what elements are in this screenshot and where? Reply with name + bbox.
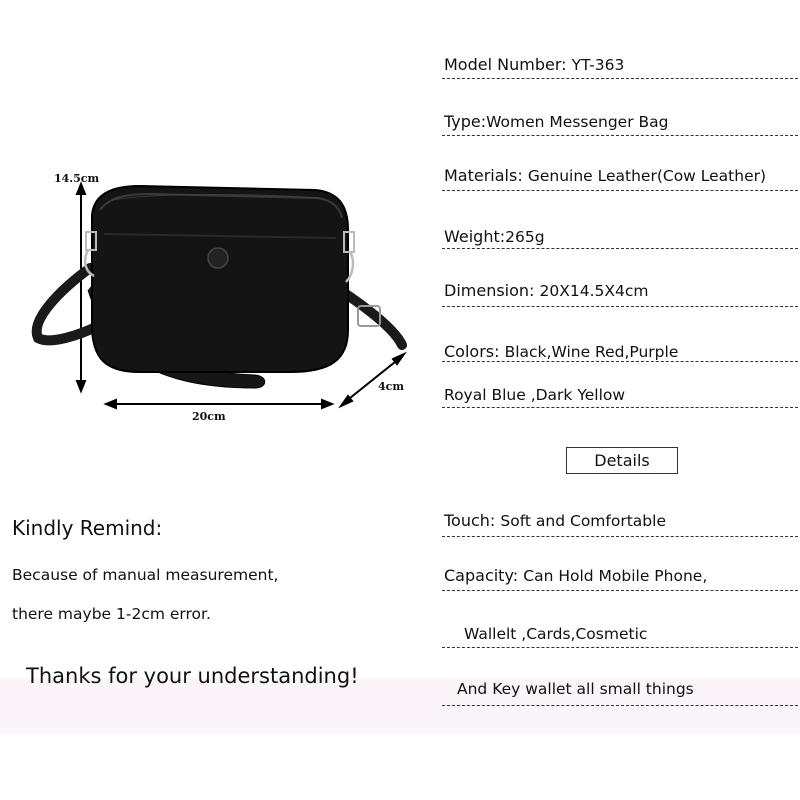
remind-line-1: Because of manual measurement, bbox=[12, 566, 279, 584]
detail-capacity-label: Capacity: bbox=[444, 566, 519, 585]
spec-colors bbox=[444, 342, 678, 362]
spec-type-value: Women Messenger Bag bbox=[486, 113, 669, 131]
details-button[interactable]: Details bbox=[566, 447, 678, 474]
divider bbox=[442, 407, 798, 408]
detail-capacity-value: Can Hold Mobile Phone, bbox=[523, 567, 708, 585]
divider bbox=[442, 647, 798, 648]
detail-touch-label: Touch: bbox=[444, 511, 496, 530]
spec-weight bbox=[444, 227, 545, 247]
spec-type-label: Type: bbox=[444, 112, 487, 131]
remind-line-2: there maybe 1-2cm error. bbox=[12, 605, 211, 623]
detail-capacity-value-2: Wallelt ,Cards,Cosmetic bbox=[464, 625, 648, 643]
snap-button bbox=[208, 248, 228, 268]
detail-capacity-continued-2 bbox=[457, 679, 694, 699]
spec-weight-label: Weight: bbox=[444, 227, 506, 246]
depth-dimension-label: 4cm bbox=[378, 380, 404, 393]
spec-model bbox=[444, 55, 624, 75]
spec-materials bbox=[444, 166, 766, 186]
shoulder-strap bbox=[37, 268, 100, 340]
divider bbox=[442, 306, 798, 307]
spec-dimension bbox=[444, 281, 649, 301]
spec-dimension-label: Dimension: bbox=[444, 281, 535, 300]
detail-capacity bbox=[444, 566, 707, 586]
spec-model-label: Model Number: bbox=[444, 55, 567, 74]
thanks-message: Thanks for your understanding! bbox=[26, 664, 359, 688]
spec-model-value: YT-363 bbox=[571, 56, 625, 74]
spec-colors-label: Colors: bbox=[444, 342, 500, 361]
divider bbox=[442, 361, 798, 362]
divider bbox=[442, 590, 798, 591]
height-dimension-label: 14.5cm bbox=[54, 172, 100, 185]
detail-capacity-value-3: And Key wallet all small things bbox=[457, 680, 694, 698]
divider bbox=[442, 248, 798, 249]
spec-colors-value: Black,Wine Red,Purple bbox=[504, 343, 679, 361]
width-dimension-label: 20cm bbox=[192, 410, 226, 423]
spec-weight-value: 265g bbox=[505, 228, 545, 246]
remind-title: Kindly Remind: bbox=[12, 516, 163, 540]
spec-dimension-value: 20X14.5X4cm bbox=[539, 282, 649, 300]
spec-materials-value: Genuine Leather(Cow Leather) bbox=[527, 167, 767, 185]
spec-colors-value-2: Royal Blue ,Dark Yellow bbox=[444, 386, 626, 404]
spec-materials-label: Materials: bbox=[444, 166, 523, 185]
divider bbox=[442, 135, 798, 136]
divider bbox=[442, 78, 798, 79]
detail-capacity-continued bbox=[464, 624, 647, 644]
spec-colors-continued bbox=[444, 385, 625, 405]
divider bbox=[442, 190, 798, 191]
spec-type bbox=[444, 112, 669, 132]
detail-touch bbox=[444, 511, 666, 531]
divider bbox=[442, 705, 798, 706]
divider bbox=[442, 536, 798, 537]
bag-body bbox=[92, 186, 348, 372]
detail-touch-value: Soft and Comfortable bbox=[500, 512, 666, 530]
product-illustration bbox=[0, 150, 420, 430]
